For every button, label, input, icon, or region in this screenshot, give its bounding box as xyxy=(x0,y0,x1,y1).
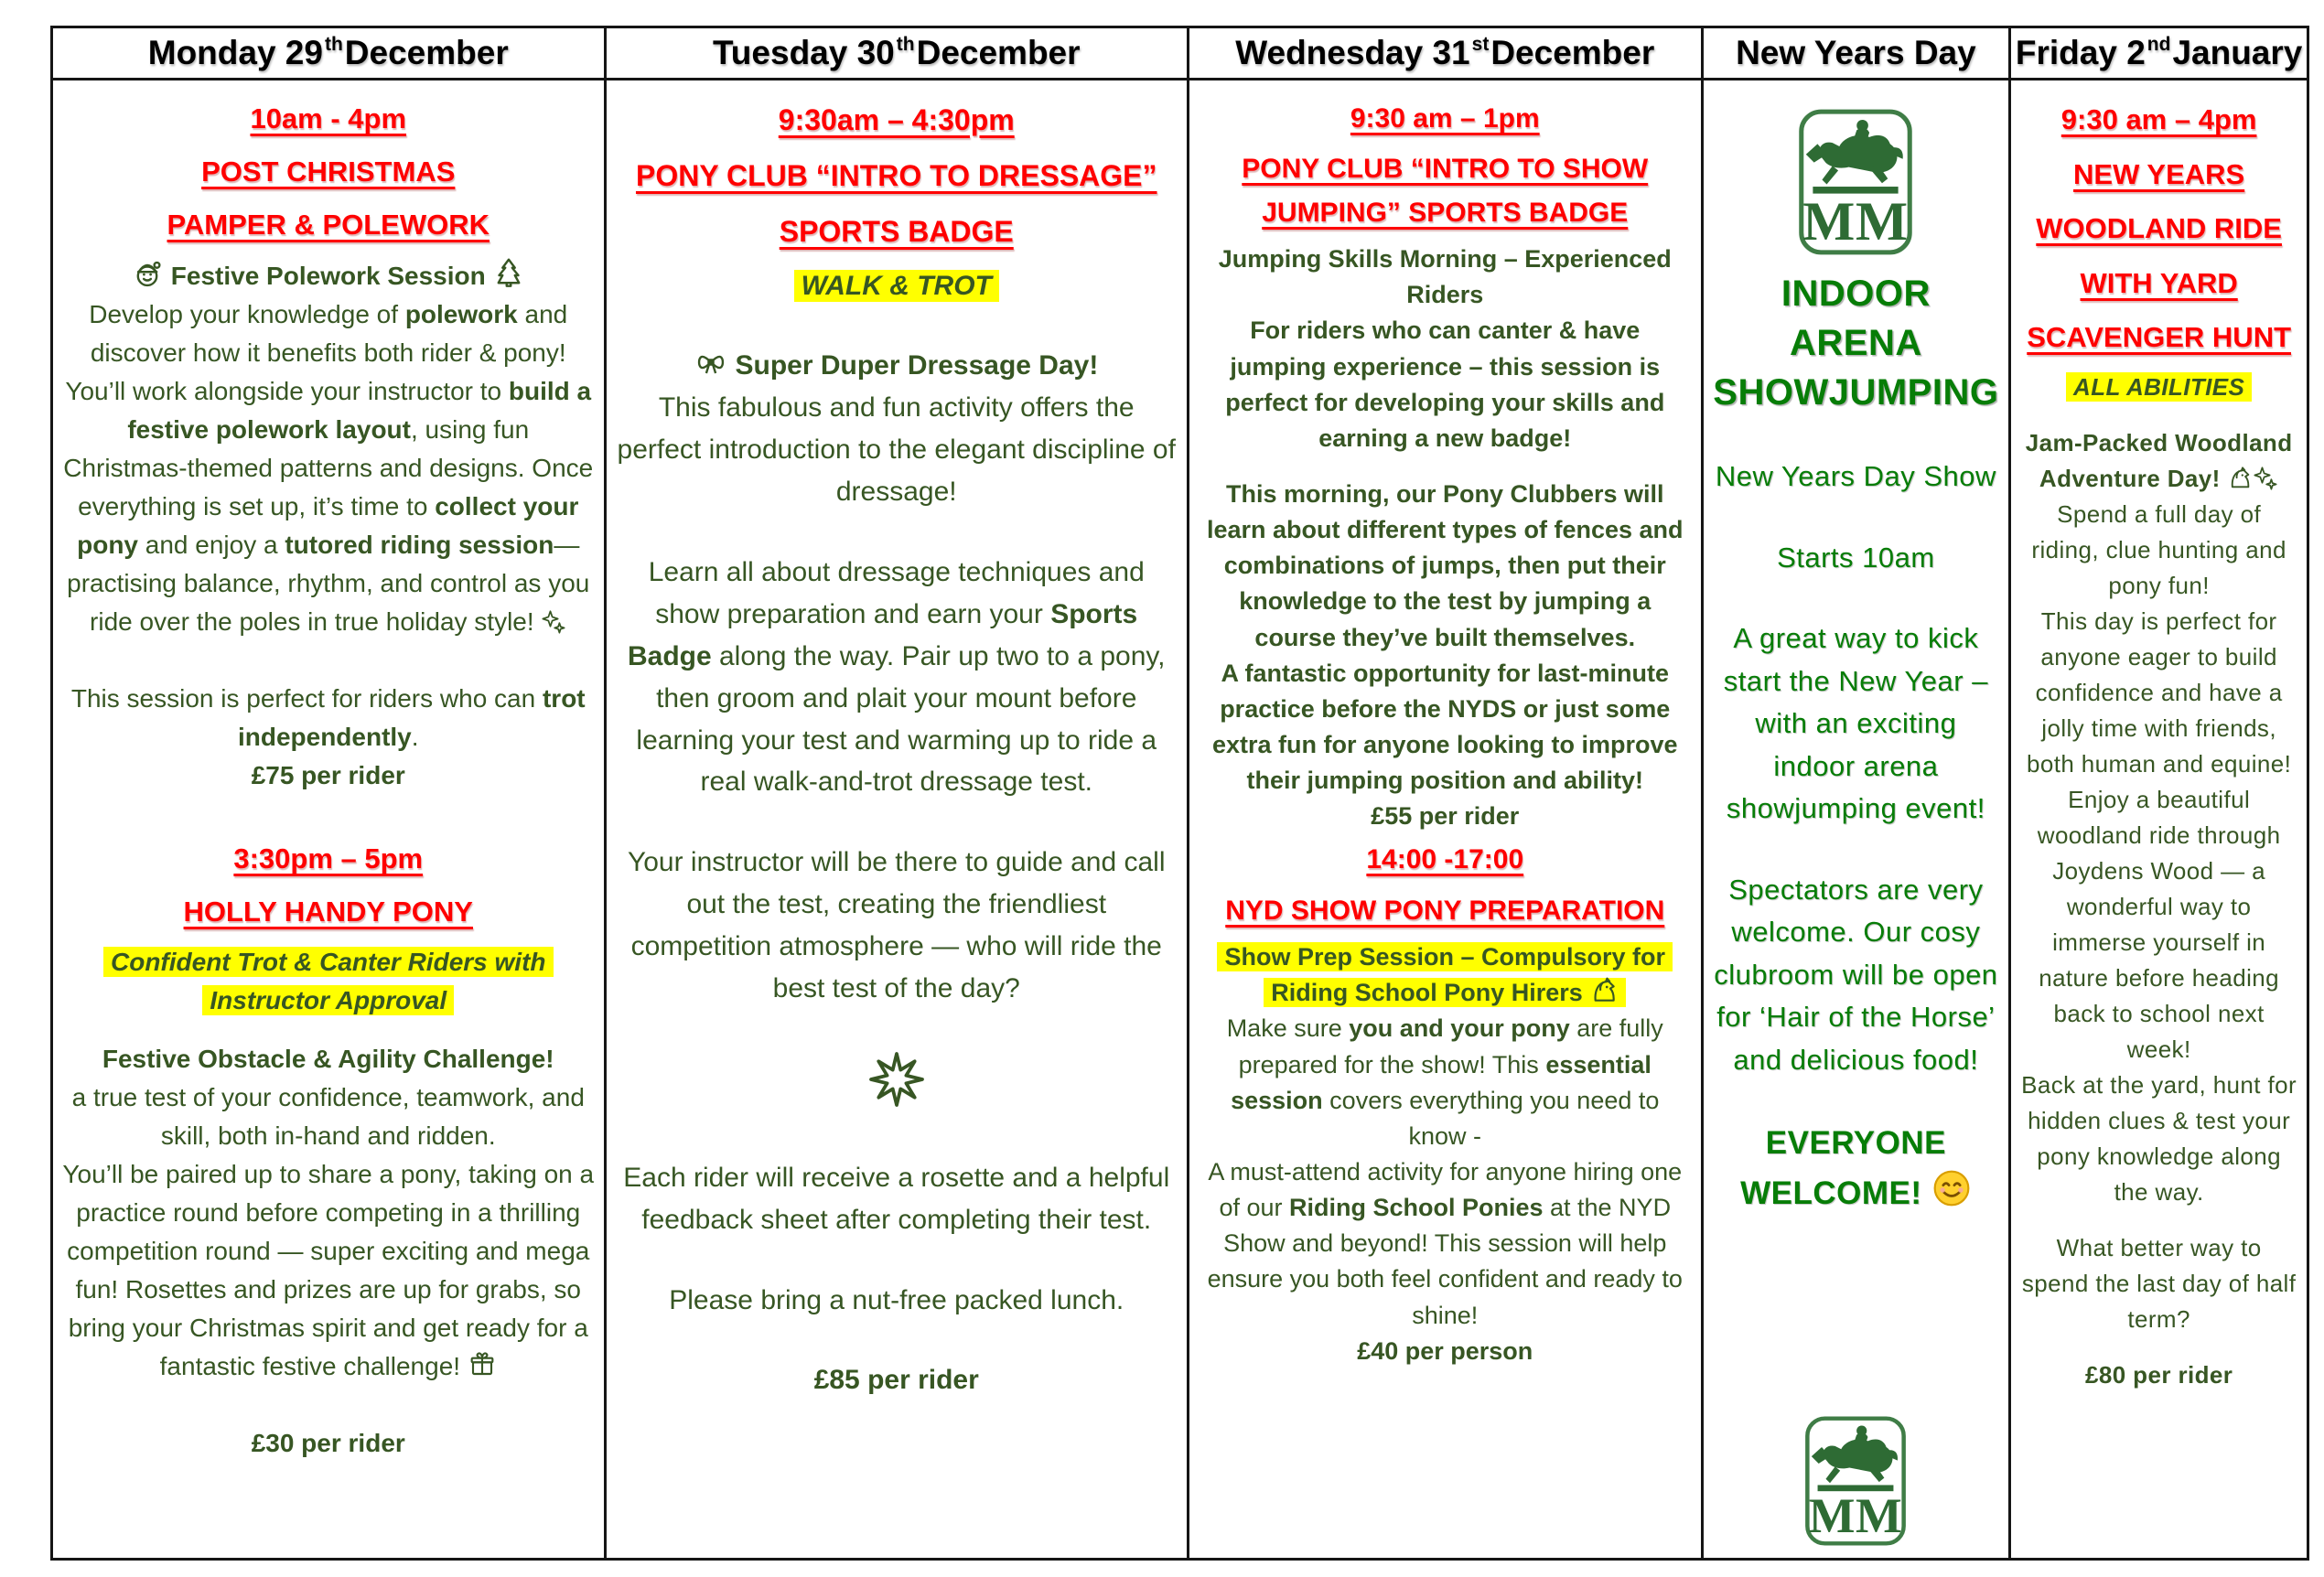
paragraph: Starts 10am xyxy=(1777,541,1935,574)
price: £30 per rider xyxy=(251,1429,405,1458)
spacer xyxy=(616,1241,1178,1280)
sparkles-icon xyxy=(541,609,566,635)
session-heading: Jam-Packed Woodland Adventure Day! xyxy=(2025,428,2293,492)
session-title: WOODLAND RIDE xyxy=(2036,212,2282,245)
spacer xyxy=(62,1386,595,1424)
paragraph: Make sure you and your pony are fully prepared for the show! This essential session covers everything you need to know - xyxy=(1226,1014,1663,1150)
session-title: PONY CLUB “INTRO TO DRESSAGE” xyxy=(635,159,1157,193)
paragraph: You’ll be paired up to share a pony, taking on a practice round before competing in a thrilling competition round — super exciting and mega fun! Rosettes and prizes are up for grabs, so bring your Christmas spirit and get ready for a fantastic festive challenge! xyxy=(62,1160,595,1381)
spacer xyxy=(616,513,1178,552)
header-friday: Friday 2 nd January xyxy=(2015,34,2303,71)
paragraph: A must-attend activity for anyone hiring one of our Riding School Ponies at the NYD Show and beyond! This session will help ensure you both feel confident and ready to shine! xyxy=(1207,1158,1683,1329)
paragraph: Spend a full day of riding, clue hunting and pony fun! xyxy=(2031,499,2286,599)
session-time: 14:00 -17:00 xyxy=(1366,844,1524,875)
highlight-note: Confident Trot & Canter Riders with Instructor Approval xyxy=(62,943,595,1020)
highlight-note: WALK & TROT xyxy=(616,265,1178,307)
session-heading: Jumping Skills Morning – Experienced Riders xyxy=(1218,245,1672,309)
paragraph: For riders who can canter & have jumping experience – this session is perfect for developing your skills and earning a new badge! xyxy=(1225,316,1665,452)
paragraph: This day is perfect for anyone eager to build confidence and have a jolly time with friends, both human and equine! xyxy=(2026,606,2292,778)
session-heading: Festive Obstacle & Agility Challenge! xyxy=(102,1045,554,1074)
paragraph: Spectators are very welcome. Our cosy clubroom will be open for ‘Hair of the Horse’ and delicious food! xyxy=(1714,873,1998,1076)
spacer xyxy=(616,1321,1178,1359)
header-tuesday: Tuesday 30 th December xyxy=(607,28,1189,78)
session-title: SCAVENGER HUNT xyxy=(2027,321,2292,354)
session-time: 9:30am – 4:30pm xyxy=(778,103,1015,136)
column-wednesday xyxy=(1189,80,1704,1558)
spacer xyxy=(616,1010,1178,1048)
highlight-note: Show Prep Session – Compulsory for Riding School Pony Hirers xyxy=(1199,939,1692,1011)
paragraph: What better way to spend the last day of half term? xyxy=(2021,1233,2297,1333)
paragraph: a true test of your confidence, teamwork, and skill, both in-hand and ridden. xyxy=(71,1083,585,1151)
mm-riding-school-logo xyxy=(1798,108,1913,256)
spacer xyxy=(62,641,595,680)
gift-icon xyxy=(468,1350,497,1379)
session-title: NEW YEARS xyxy=(2073,157,2245,190)
paragraph: Please bring a nut-free packed lunch. xyxy=(669,1284,1124,1315)
column-tuesday xyxy=(607,80,1189,1558)
spacer xyxy=(616,1119,1178,1157)
header-row xyxy=(53,28,2307,80)
session-time: 9:30 am – 4pm xyxy=(2060,103,2257,135)
price: £85 per rider xyxy=(813,1365,979,1396)
session-title: POST CHRISTMAS xyxy=(201,156,456,188)
header-wednesday: Wednesday 31 st December xyxy=(1189,28,1704,78)
spacer xyxy=(62,795,595,833)
column-new-years-day xyxy=(1704,80,2012,1558)
session-title: PONY CLUB “INTRO TO SHOW JUMPING” SPORTS BADGE xyxy=(1242,154,1649,228)
spacer xyxy=(2020,405,2297,425)
price: £80 per rider xyxy=(2084,1360,2233,1389)
price: £40 per person xyxy=(1357,1336,1533,1365)
session-title: SPORTS BADGE xyxy=(779,215,1014,249)
welcome-note: EVERYONE WELCOME! xyxy=(1713,1120,2000,1218)
paragraph: This morning, our Pony Clubbers will learn about different types of fences and combinations of jumps, then put their knowledge to the test by jumping a course they’ve built themselves. xyxy=(1206,480,1684,651)
santa-icon xyxy=(131,256,164,289)
session-title: PAMPER & POLEWORK xyxy=(167,209,490,241)
sparkles-icon xyxy=(2253,466,2278,491)
header-monday: Monday 29 th December xyxy=(53,28,607,78)
spacer xyxy=(616,306,1178,345)
horse-head-icon xyxy=(2227,466,2253,491)
event-title: INDOOR ARENA xyxy=(1781,274,1931,363)
session-heading: Festive Polework Session xyxy=(62,256,595,295)
column-friday xyxy=(2011,80,2307,1558)
session-time: 3:30pm – 5pm xyxy=(233,842,424,875)
session-title: WITH YARD xyxy=(2080,266,2238,299)
highlight-note: ALL ABILITIES xyxy=(2020,370,2297,405)
spacer xyxy=(1199,456,1692,477)
paragraph: This fabulous and fun activity offers the perfect introduction to the elegant discipline of dressage! xyxy=(617,392,1176,508)
header-new-years-day: New Years Day xyxy=(1704,28,2012,78)
decoration-line xyxy=(616,1050,1178,1117)
smiley-icon xyxy=(1931,1168,1972,1208)
spacer xyxy=(62,1020,595,1040)
paragraph: Enjoy a beautiful woodland ride through Joydens Wood — a wonderful way to immerse yourself in nature before heading back to school next week! xyxy=(2037,785,2281,1063)
christmas-tree-icon xyxy=(492,256,525,289)
spacer xyxy=(616,803,1178,842)
paragraph: Learn all about dressage techniques and show preparation and earn your Sports Badge along the way. Pair up two to a pony, then groom and plait your mount before learning your test and warming up to ride a real walk-and-trot dressage test. xyxy=(627,557,1166,798)
price: £75 per rider xyxy=(251,761,405,790)
session-heading: Super Duper Dressage Day! xyxy=(616,345,1178,387)
paragraph: You’ll work alongside your instructor to build a festive polework layout, using fun Christmas-themed patterns and designs. Once everything is set up, it’s time to collect your pony and enjoy a tutored riding session—practising balance, rhythm, and control as you ride over the poles in true holiday style! xyxy=(63,377,594,637)
price: £55 per rider xyxy=(1371,802,1520,831)
horse-head-icon xyxy=(1589,976,1619,1005)
paragraph: Develop your knowledge of polework and discover how it benefits both rider & pony! xyxy=(89,300,568,368)
bow-icon xyxy=(694,346,727,379)
paragraph: A fantastic opportunity for last-minute practice before the NYDS or just some extra fun for anyone looking to improve their jumping position and ability! xyxy=(1211,659,1678,795)
spacer xyxy=(2020,1210,2297,1230)
eight-point-star-icon xyxy=(867,1050,926,1109)
paragraph: A great way to kick start the New Year – with an exciting indoor arena showjumping event! xyxy=(1723,622,1988,824)
paragraph: Your instructor will be there to guide and call out the test, creating the friendliest competition atmosphere — who will ride the best test of the day? xyxy=(627,847,1166,1004)
body-row xyxy=(53,80,2307,1558)
session-time: 10am - 4pm xyxy=(250,102,407,134)
paragraph: Each rider will receive a rosette and a helpful feedback sheet after completing their test. xyxy=(623,1162,1170,1235)
event-title: SHOWJUMPING xyxy=(1713,372,1999,413)
paragraph: Back at the yard, hunt for hidden clues & test your pony knowledge along the way. xyxy=(2021,1070,2297,1206)
spacer xyxy=(2020,1337,2297,1357)
session-title: HOLLY HANDY PONY xyxy=(183,896,473,928)
schedule-table xyxy=(50,26,2309,1561)
mm-riding-school-logo xyxy=(1804,1415,1907,1547)
session-title: NYD SHOW PONY PREPARATION xyxy=(1225,895,1665,926)
session-time: 9:30 am – 1pm xyxy=(1350,103,1540,134)
column-monday xyxy=(53,80,607,1558)
paragraph: New Years Day Show xyxy=(1715,460,1996,492)
paragraph: This session is perfect for riders who can trot independently. xyxy=(70,684,586,752)
